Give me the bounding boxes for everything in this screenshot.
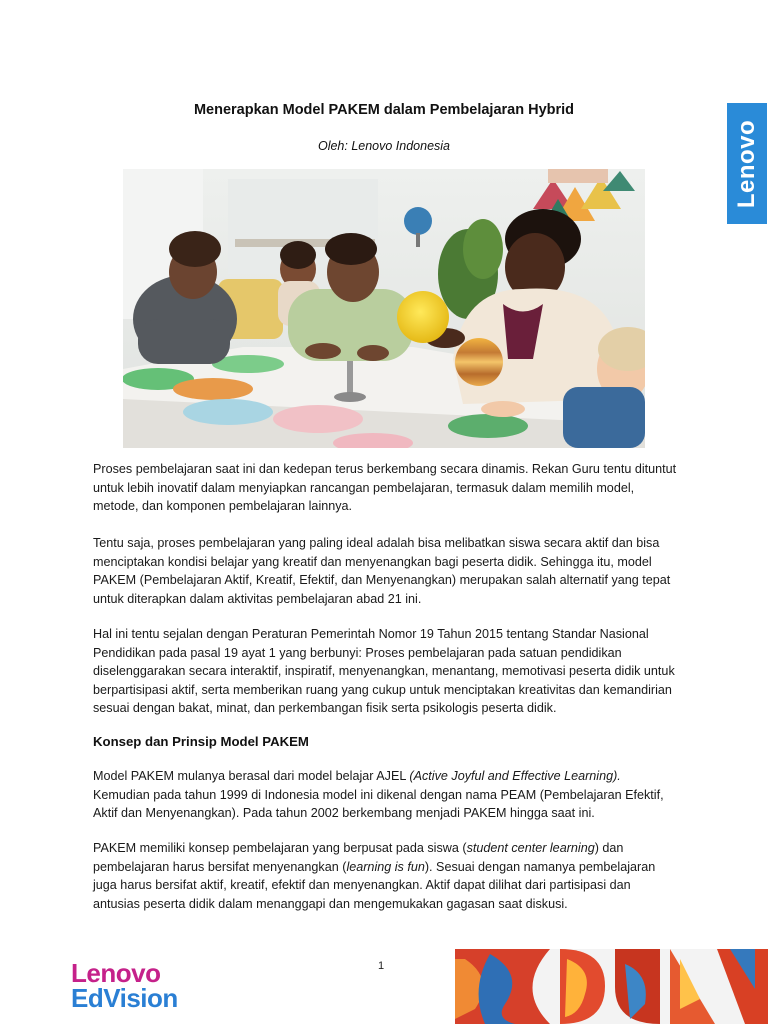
paragraph-5-text-a: PAKEM memiliki konsep pembelajaran yang berpusat pada siswa ( [93,841,467,855]
classroom-photo [123,169,645,448]
paragraph-1: Proses pembelajaran saat ini dan kedepan terus berkembang secara dinamis. Rekan Guru tentu dituntut untuk lebih inovatif dalam menyiapkan rancangan pembelajaran, termasuk dalam memilih model, metode, dan komponen pembelajaran lainnya. [93,462,677,514]
classroom-photo-image [123,169,645,448]
page-number: 1 [378,960,385,972]
paragraph-5 [93,839,678,913]
document-title: Menerapkan Model PAKEM dalam Pembelajaran Hybrid [193,102,575,118]
paragraph-2: Tentu saja, proses pembelajaran yang paling ideal adalah bisa melibatkan siswa secara aktif dan bisa menciptakan kondisi belajar yang kreatif dan menyenangkan bagi peserta didik. Sehingga itu, model PAKEM (Pembelajaran Aktif, Kreatif, Efektif, dan Menyenangkan) merupakan salah alternatif yang tepat untuk diterapkan dalam aktivitas pembelajaran abad 21 ini. [93,536,671,606]
paragraph-4-text-a: Model PAKEM mulanya berasal dari model belajar AJEL [93,769,410,783]
paragraph-5-text-e: ). Sesuai dengan namanya pembelajaran juga harus bersifat aktif, kreatif, efektif dan menyenangkan. Aktif dapat dilihat dari partisipasi dan antusias peserta didik dalam menanggapi dan mengemukakan gagasan saat diskusi. [93,859,656,911]
paragraph-5-emphasis-1: student center learning [466,841,595,855]
lenovo-logo-icon [727,103,767,224]
paragraph-4-text-c: Kemudian pada tahun 1999 di Indonesia model ini dikenal dengan nama PEAM (Pembelajaran Efektif, Aktif dan Menyenangkan). Pada tahun 2002 berkembang menjadi PAKEM hingga saat ini. [93,787,664,821]
paragraph-5-emphasis-2: learning is fun [346,859,425,874]
document-byline: Oleh: Lenovo Indonesia [317,139,451,153]
lenovo-logo-text: Lenovo [733,119,760,208]
paragraph-4-emphasis: (Active Joyful and Effective Learning). [409,769,621,783]
lenovo-edvision-logo-icon [71,958,178,1013]
paragraph-5-text-c: ) dan pembelajaran harus bersifat menyenangkan ( [93,841,624,874]
edvision-logo-line1: Lenovo [71,958,161,988]
paragraph-3: Hal ini tentu sejalan dengan Peraturan Pemerintah Nomor 19 Tahun 2015 tentang Standar Nasional Pendidikan pada pasal 19 ayat 1 yang berbunyi: Proses pembelajaran pada satuan pendidikan diselenggarakan secara interaktif, inspiratif, menyenangkan, menantang, memotivasi peserta didik untuk berpartisipasi aktif, serta memberikan ruang yang cukup untuk menciptakan kreativitas dan kemandirian sesuai dengan bakat, minat, dan perkembangan fisik serta psikologis peserta didik. [93,627,675,716]
paragraph-4 [93,767,678,823]
decorative-footer-art-image [455,949,768,1024]
section-heading: Konsep dan Prinsip Model PAKEM [93,734,309,749]
decorative-footer-art [455,949,768,1024]
edvision-logo-line2: EdVision [71,982,178,1013]
